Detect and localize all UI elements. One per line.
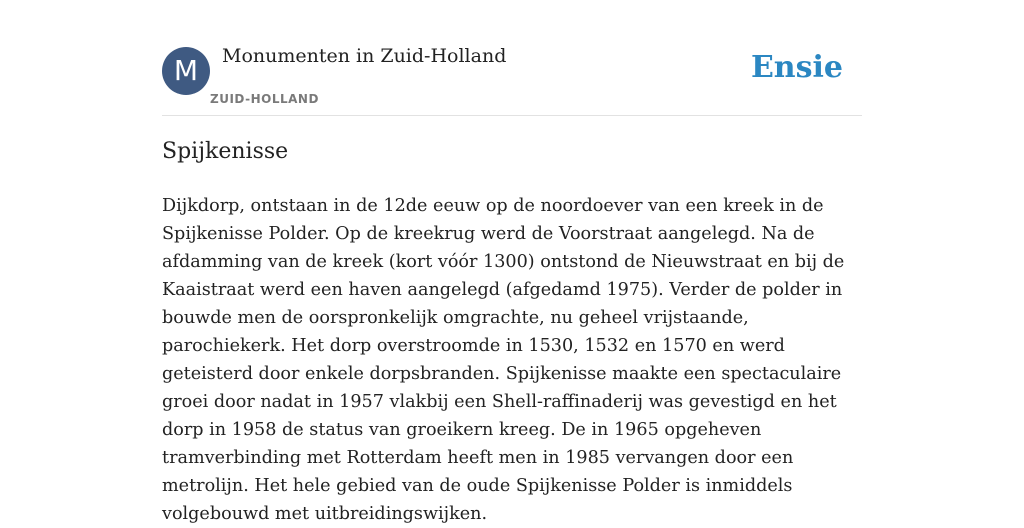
entry-title: Spijkenisse [162,139,289,164]
brand-logo[interactable]: Ensie [750,50,843,85]
header-divider [162,115,862,116]
avatar[interactable]: M [162,47,210,95]
site-title[interactable]: Monumenten in Zuid-Holland [222,45,507,67]
entry-body: Dijkdorp, ontstaan in de 12de eeuw op de noordoever van een kreek in de Spijkenisse Polder. Op de kreekrug werd de Voorstraat aangelegd. Na de afdamming van de kreek (kort vóór 1300) ontstond de Nieuwstraat en bij de Kaaistraat werd een haven aangelegd (afgedamd 1975). Verder de polder in bouwde men de oorspronkelijk omgrachte, nu geheel vrijstaande, parochiekerk. Het dorp overstroomde in 1530, 1532 en 1570 en werd geteisterd door enkele dorpsbranden. Spijkenisse maakte een spectaculaire groei door nadat in 1957 vlakbij een Shell-raffinaderij was gevestigd en het dorp in 1958 de status van groeikern kreeg. De in 1965 opgeheven tramverbinding met Rotterdam heeft men in 1985 vervangen door een metrolijn. Het hele gebied van de oude Spijkenisse Polder is inmiddels volgebouwd met uitbreidingswijken. [162,196,845,524]
category-label[interactable]: ZUID-HOLLAND [210,92,319,106]
